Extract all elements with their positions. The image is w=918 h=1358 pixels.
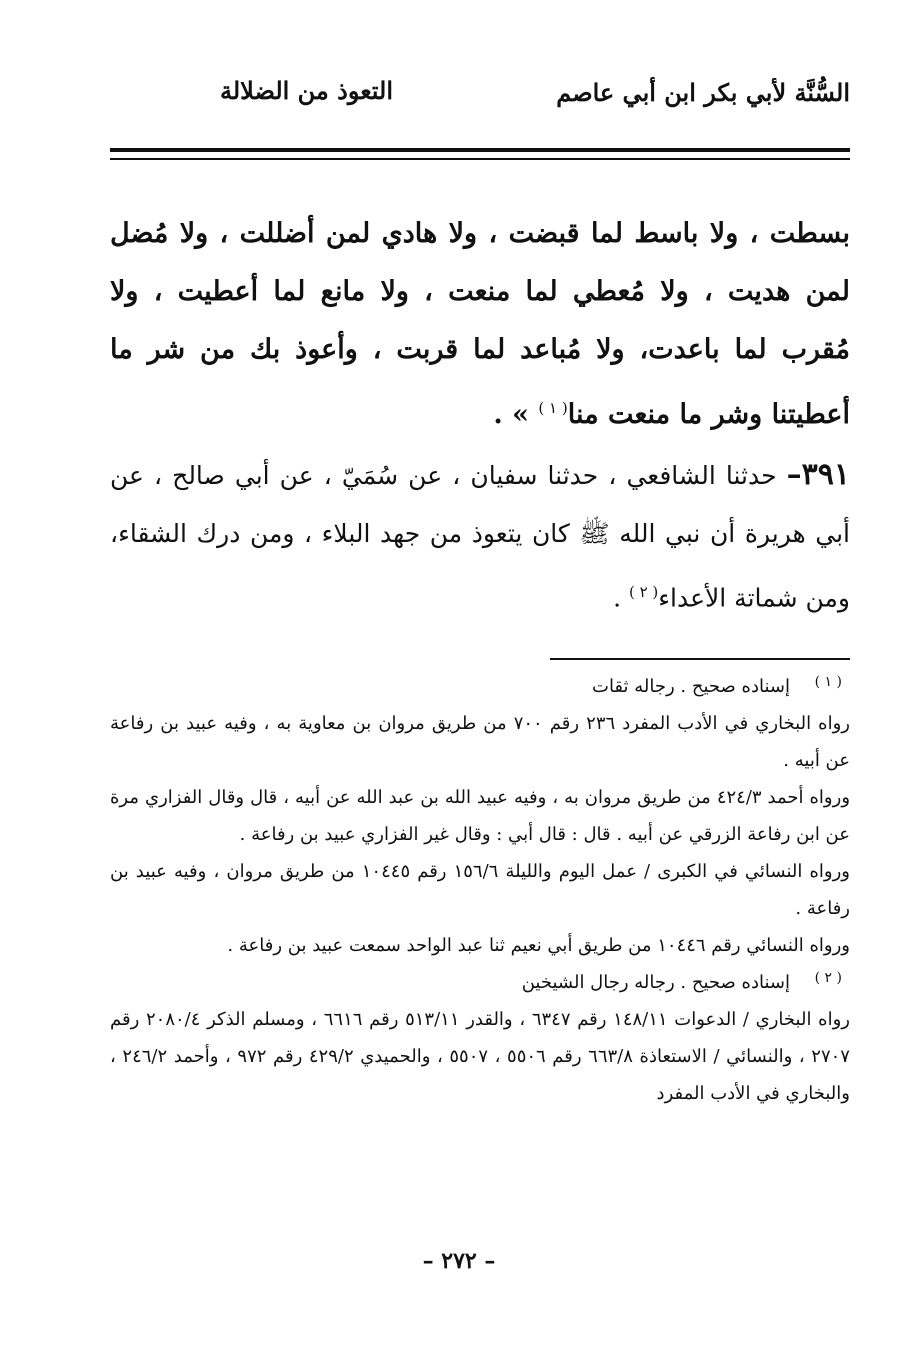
hadith-391 xyxy=(110,446,850,627)
hadith-391-text: حدثنا الشافعي ، حدثنا سفيان ، عن سُمَيّ ، عن أبي صالح ، عن أبي هريرة أن نبي الله ﷺ كان يتعوذ من جهد البلاء ، ومن درك الشقاء، ومن شماتة الأعداء xyxy=(110,461,850,613)
chapter-title: التعوذ من الضلالة xyxy=(220,76,394,105)
main-text xyxy=(110,205,850,627)
footnote-1-line: ورواه أحمد ٤٢٤/٣ من طريق مروان به ، وفيه عبيد الله بن عبد الله عن أبيه ، قال وقال الفزاري مرة عن ابن رفاعة الزرقي عن أبيه . قال : قال أبي : وقال غير الفزاري عبيد بن رفاعة . xyxy=(110,787,851,845)
continuation-text: بسطت ، ولا باسط لما قبضت ، ولا هادي لمن أضللت ، ولا مُضل لمن هديت ، ولا مُعطي لما منعت ، ولا مانع لما أعطيت ، ولا مُقرب لما باعدت، ولا مُباعد لما قربت ، وأعوذ بك من شر ما أعطيتنا وشر ما منعت منا xyxy=(110,218,850,430)
footnote-1-line: ورواه النسائي رقم ١٠٤٤٦ من طريق أبي نعيم ثنا عبد الواحد سمعت عبيد بن رفاعة . xyxy=(227,935,850,956)
footnote-1 xyxy=(110,668,850,964)
footnote-2-marker: ( ٢ ) xyxy=(814,970,842,986)
running-header xyxy=(110,70,850,120)
page-number: – ٢٧٢ – xyxy=(422,1248,496,1274)
footnote-1-marker: ( ١ ) xyxy=(814,674,842,690)
footnote-2-line: رواه البخاري / الدعوات ١٤٨/١١ رقم ٦٣٤٧ ، والقدر ٥١٣/١١ رقم ٦٦١٦ ، ومسلم الذكر ٢٠٨٠/٤ رقم ٢٧٠٧ ، والنسائي / الاستعاذة ٦٦٣/٨ رقم ٥٥٠٦ ، ٥٥٠٧ ، والحميدي ٤٢٩/٢ رقم ٩٧٢ ، وأحمد ٢٤٦/٢ ، والبخاري في الأدب المفرد xyxy=(110,1009,850,1104)
hadith-390-continuation xyxy=(110,205,850,444)
footnote-1-line: إسناده صحيح . رجاله ثقات xyxy=(592,676,790,697)
header-rule-thick xyxy=(110,148,850,152)
footnotes xyxy=(110,668,850,1112)
hadith-dash: – xyxy=(786,457,802,492)
hadith-number: ٣٩١ xyxy=(801,457,851,492)
footnote-1-line: ورواه النسائي في الكبرى / عمل اليوم والليلة ١٥٦/٦ رقم ١٠٤٤٥ من طريق مروان ، وفيه عبيد بن رفاعة . xyxy=(110,861,850,919)
footnote-ref-1: ( ١ ) xyxy=(538,399,568,417)
footnote-2-line: إسناده صحيح . رجاله رجال الشيخين xyxy=(521,972,790,993)
continuation-end: » . xyxy=(493,399,530,430)
footnote-ref-2: ( ٢ ) xyxy=(628,583,659,601)
footnote-separator xyxy=(550,658,850,660)
footnote-2 xyxy=(110,964,850,1112)
footnote-1-line: رواه البخاري في الأدب المفرد ٢٣٦ رقم ٧٠٠ من طريق مروان بن معاوية به ، وفيه عبيد بن رفاعة عن أبيه . xyxy=(110,713,850,771)
header-rule-thin xyxy=(110,158,850,160)
book-title: السُّنَّة لأبي بكر ابن أبي عاصم xyxy=(556,78,850,107)
hadith-391-end: . xyxy=(613,583,622,613)
